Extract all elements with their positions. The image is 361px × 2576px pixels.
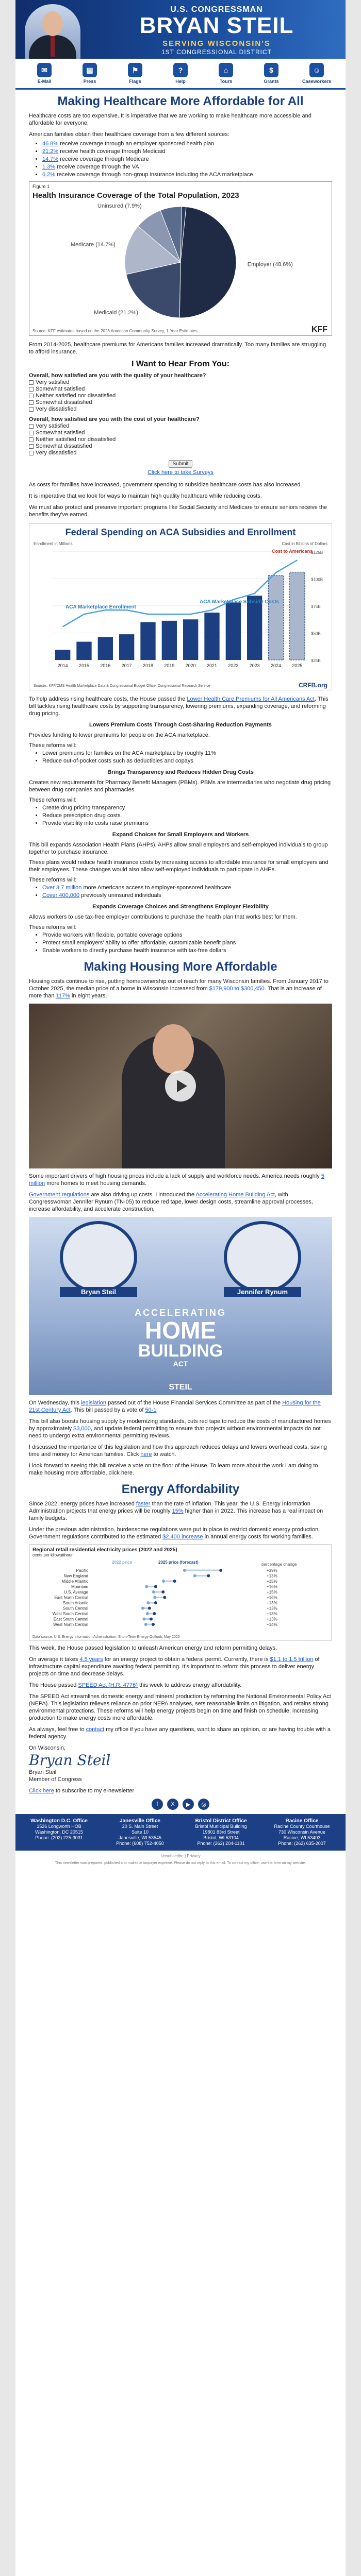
signer-role: Member of Congress bbox=[29, 1776, 82, 1783]
pie-label: Medicare (14.7%) bbox=[70, 241, 116, 248]
option-label: Somewhat dissatisfied bbox=[36, 443, 92, 449]
pie-label: Employer (48.6%) bbox=[247, 261, 293, 268]
surveys-link[interactable]: Click here to take Surveys bbox=[147, 469, 214, 476]
list-item: • 21.2% receive health coverage through Medicaid bbox=[42, 148, 332, 155]
price-2025-dot bbox=[153, 1612, 156, 1615]
poll-option[interactable] bbox=[29, 436, 332, 443]
electricity-chart-title: Regional retail residential electricity prices (2022 and 2025) bbox=[32, 1547, 177, 1553]
poll-option[interactable] bbox=[29, 399, 332, 406]
poll-option[interactable] bbox=[29, 443, 332, 450]
price-2022-dot bbox=[152, 1590, 155, 1594]
paragraph: Healthcare costs are too expensive. It is imperative that we are working to make healthcare more accessible and affordable for everyone. bbox=[29, 113, 311, 126]
reform-list bbox=[29, 750, 332, 765]
nav-item-flags[interactable] bbox=[119, 63, 152, 84]
list-item: • Reduce prescription drug costs bbox=[42, 812, 332, 819]
paragraph: The SPEED Act streamlines domestic energy and mineral production by reforming the National Environmental Policy Act (NEPA). This legislation relieves reliance on prior NEPA analyses, sets reasonable limits on litigation, and retains strong environmental protections. These reforms will help energy projects begin on time and finish on schedule, increasing production to make energy costs more affordable. bbox=[29, 1693, 331, 1721]
list-item: • 14.7% receive coverage through Medicare bbox=[42, 156, 332, 163]
office-line: 19801 83rd Street bbox=[202, 1829, 240, 1835]
x-tick-label: 2017 bbox=[121, 663, 132, 668]
paragraph: This bill also boosts housing supply by modernizing standards, cuts red tape to reduce the costs of manufactured homes by approximately $3,000, and update federal permitting to ensure that projects without environmental impacts do not need to undergo extra environmental permitting reviews. bbox=[29, 1418, 331, 1439]
figure-label: Figure 1 bbox=[32, 184, 50, 189]
aca-spending-card bbox=[29, 523, 332, 690]
aca-bar bbox=[183, 619, 198, 660]
region-label: Mountain bbox=[71, 1584, 88, 1589]
reform-list bbox=[29, 884, 332, 899]
pie-source: Source: KFF estimates based on the 2023 American Community Survey, 1-Year Estimates. bbox=[32, 329, 199, 333]
y-tick-label: $75B bbox=[311, 604, 321, 609]
capitol-icon: ⌂ bbox=[219, 63, 233, 77]
paragraph: Creates new requirements for Pharmacy Benefit Managers (PBMs). PBMs are intermediaries who negotiate drug pricing between drug companies and pharmacies. bbox=[29, 779, 331, 793]
option-label: Very dissatisfied bbox=[36, 450, 77, 456]
radio-button[interactable] bbox=[29, 387, 34, 392]
y-tick-label: $25B bbox=[311, 658, 321, 663]
paragraph: These reforms will: bbox=[29, 877, 77, 883]
play-icon[interactable] bbox=[165, 1071, 196, 1101]
paragraph: Since 2022, energy prices have increased faster than the rate of inflation. This year, the U.S. Energy Information Administration projects that energy prices will be roughly 15% higher than in 2022. This increase has a real impact on family budgets. bbox=[29, 1501, 323, 1521]
subsidy-label: ACA Marketplace Subsidy Costs bbox=[200, 599, 280, 605]
price-2025-dot bbox=[150, 1618, 153, 1621]
regulations-link[interactable]: Government regulations bbox=[29, 1192, 90, 1198]
region-label: New England bbox=[63, 1573, 88, 1579]
paragraph: Under the previous administration, burdensome regulations were put in place to restrict domestic energy production. Government regulations contributed to the estimated $2,400 increase in annual energy costs for working families. bbox=[29, 1527, 320, 1540]
paragraph: We must also protect and preserve important programs like Social Security and Medicare to ensure seniors receive the benefits they've earned. bbox=[29, 504, 327, 518]
subheading: Brings Transparency and Reduces Hidden Drug Costs bbox=[107, 769, 254, 775]
promo-name-rynum: Jennifer Rynum bbox=[224, 1287, 301, 1297]
paragraph: Some important drivers of high housing prices include a lack of supply and workforce needs. America needs roughly 5 million more homes to meet housing demands. bbox=[29, 1173, 324, 1187]
faster-link[interactable]: faster bbox=[136, 1501, 151, 1507]
envelope-icon: ✉ bbox=[37, 63, 52, 77]
radio-button[interactable] bbox=[29, 437, 34, 442]
aca-source: Sources: KFF/CMS Health Marketplace Data & Congressional Budget Office; Congressional Research Service bbox=[34, 684, 210, 688]
nav-bar bbox=[15, 59, 346, 90]
electricity-bar-chart bbox=[29, 1558, 332, 1636]
price-2022-dot bbox=[144, 1623, 147, 1626]
paragraph: As costs for families have increased, government spending to subsidize healthcare costs has also increased. bbox=[29, 482, 302, 488]
price-2022-dot bbox=[141, 1607, 144, 1610]
paragraph: I discussed the importance of this legislation and how this approach reduces delays and lowers overhead costs, saving time and money for American families. Click here to watch. bbox=[29, 1444, 327, 1458]
contact-link[interactable]: contact bbox=[86, 1726, 105, 1733]
aca-bar bbox=[204, 613, 219, 660]
price-2025-dot bbox=[173, 1580, 176, 1583]
price-2022-dot bbox=[193, 1574, 196, 1578]
region-label: West North Central bbox=[53, 1622, 88, 1627]
region-label: East South Central bbox=[53, 1617, 88, 1622]
facebook-icon[interactable]: f bbox=[152, 1799, 163, 1810]
section-title-energy: Energy Affordability bbox=[121, 1482, 240, 1496]
disclaimer: This newsletter was prepared, published and mailed at taxpayer expense. Please do not reply to this email. To contact my office, use the form on my website. bbox=[55, 1861, 306, 1865]
crfb-logo: CRFB.org bbox=[299, 682, 327, 689]
office-name: Washington D.C. Office bbox=[30, 1818, 88, 1824]
subscribe-link[interactable]: Click here bbox=[29, 1788, 54, 1794]
aca-bar bbox=[247, 596, 262, 660]
nav-item-e-mail[interactable] bbox=[28, 63, 61, 84]
option-label: Neither satisfied nor dissatisfied bbox=[36, 436, 116, 443]
x-tick-label: 2015 bbox=[78, 663, 90, 668]
office-line: Bristol, WI 53104 bbox=[203, 1835, 239, 1840]
paragraph: This week, the House passed legislation to unleash American energy and reform permitting delays. bbox=[29, 1645, 277, 1651]
poll-option[interactable] bbox=[29, 386, 332, 393]
x-tick-label: 2023 bbox=[249, 663, 260, 668]
promo-name-steil: Bryan Steil bbox=[60, 1287, 137, 1297]
kff-logo: KFF bbox=[311, 325, 327, 334]
poll-option[interactable] bbox=[29, 450, 332, 456]
section-title-housing: Making Housing More Affordable bbox=[84, 960, 277, 974]
x-tick-label: 2024 bbox=[270, 663, 282, 668]
price-2022-dot bbox=[183, 1569, 186, 1572]
aca-bar bbox=[290, 572, 305, 660]
nav-item-grants[interactable] bbox=[255, 63, 288, 84]
grant-icon: $ bbox=[264, 63, 278, 77]
percent-change: +16% bbox=[267, 1584, 277, 1589]
subheading: Expands Coverage Choices and Strengthens Employer Flexibility bbox=[92, 904, 269, 910]
aca-bar bbox=[226, 602, 241, 660]
aca-bar bbox=[55, 650, 70, 660]
paragraph: Click here to subscribe to my e-newsletter bbox=[29, 1788, 135, 1794]
office-line: 1526 Longworth HOB bbox=[37, 1824, 81, 1829]
home-building-promo bbox=[29, 1217, 332, 1395]
list-item: • 6.2% receive coverage through non-group insurance including the ACA marketplace bbox=[42, 171, 332, 178]
social-links bbox=[29, 1794, 332, 1814]
price-2022-dot bbox=[146, 1601, 150, 1604]
price-2022-dot bbox=[146, 1612, 149, 1615]
coverage-pie-chart bbox=[29, 202, 332, 322]
paragraph: American families obtain their healthcare coverage from a few different sources: bbox=[29, 131, 229, 138]
aca-bar bbox=[76, 642, 91, 660]
option-label: Very dissatisfied bbox=[36, 406, 77, 412]
paragraph: To help address rising healthcare costs, the House passed the Lower Health Care Premiums for All Americans Act. This bill tackles rising healthcare costs by supporting transparency, lowering premiums, expanding coverage, and reforming drug pricing. bbox=[29, 696, 329, 717]
poll-option[interactable] bbox=[29, 406, 332, 413]
x-tick-label: 2016 bbox=[100, 663, 111, 668]
housing-video[interactable] bbox=[29, 1004, 332, 1168]
congressman-photo bbox=[25, 4, 80, 59]
instagram-icon[interactable]: ◎ bbox=[198, 1799, 209, 1810]
poll-question-2: Overall, how satisfied are you with the cost of your healthcare? bbox=[29, 416, 200, 422]
paragraph: These reforms will: bbox=[29, 797, 77, 803]
region-label: South Central bbox=[63, 1606, 88, 1611]
y-tick-label: $100B bbox=[311, 577, 323, 582]
newspaper-icon: ▤ bbox=[83, 63, 97, 77]
subheading: Expand Choices for Small Employers and Workers bbox=[112, 832, 249, 838]
radio-button[interactable] bbox=[29, 431, 34, 435]
aca-bar bbox=[162, 621, 177, 660]
home-building-act-link[interactable]: Accelerating Home Building Act bbox=[195, 1192, 275, 1198]
promo-line: ACCELERATING bbox=[135, 1308, 226, 1318]
price-2025-dot bbox=[154, 1601, 157, 1604]
region-label: West South Central bbox=[52, 1612, 88, 1616]
option-label: Somewhat satisfied bbox=[36, 386, 85, 392]
electricity-price-card bbox=[29, 1545, 332, 1640]
office-name: Bristol District Office bbox=[195, 1818, 247, 1824]
list-item: • 1.3% receive coverage through the VA bbox=[42, 163, 332, 171]
nav-item-caseworkers[interactable] bbox=[300, 63, 333, 84]
office-line: 730 Wisconsin Avenue bbox=[278, 1829, 325, 1835]
pie-label: Uninsured (7.9%) bbox=[97, 203, 142, 210]
percent-change: +13% bbox=[267, 1617, 277, 1622]
option-label: Somewhat dissatisfied bbox=[36, 399, 92, 405]
list-item: • Reduce out-of-pocket costs such as deductibles and copays bbox=[42, 757, 332, 765]
percent-change: +15% bbox=[267, 1590, 277, 1595]
x-tick-label: 2019 bbox=[164, 663, 175, 668]
list-item: • Create drug pricing transparency bbox=[42, 804, 332, 811]
steil-logo: STEIL bbox=[169, 1383, 192, 1392]
paragraph: Provides funding to lower premiums for people on the ACA marketplace. bbox=[29, 732, 210, 738]
region-label: East North Central bbox=[54, 1595, 88, 1600]
price-2022-dot bbox=[162, 1580, 165, 1583]
aca-bar bbox=[119, 634, 134, 660]
percent-change: +14% bbox=[267, 1622, 277, 1627]
nav-label: Flags bbox=[129, 79, 141, 84]
office-block bbox=[180, 1818, 261, 1846]
percent-change: +16% bbox=[267, 1595, 277, 1600]
paragraph: On average it takes 4.5 years for an energy project to obtain a federal permit. Currently, there is $1.1 to 1.5 trillion of infrastructure capital expenditure awaiting federal permitting. It's important to reform this process to deliver energy projects on time and decrease delays. bbox=[29, 1656, 320, 1677]
help-icon: ? bbox=[173, 63, 188, 77]
newsletter bbox=[15, 0, 346, 2576]
poll-option[interactable] bbox=[29, 393, 332, 399]
footer-offices bbox=[15, 1814, 346, 1851]
list-item: • Provide visibility into costs raise premiums bbox=[42, 820, 332, 827]
poll-option[interactable] bbox=[29, 423, 332, 430]
paragraph: These reforms will: bbox=[29, 924, 77, 930]
price-2022-dot bbox=[145, 1585, 148, 1588]
header-serving: SERVING WISCONSIN'S bbox=[162, 39, 271, 48]
region-label: U.S. Average bbox=[64, 1590, 88, 1595]
aca-bar bbox=[268, 575, 283, 660]
office-block bbox=[19, 1818, 100, 1846]
youtube-icon[interactable]: ▶ bbox=[183, 1799, 194, 1810]
cost-annotation: Cost to Americans bbox=[272, 549, 313, 554]
price-2022-dot bbox=[142, 1618, 145, 1621]
office-name: Racine Office bbox=[285, 1818, 319, 1824]
cost-axis-label: Cost in Billions of Dollars bbox=[282, 541, 327, 546]
signer-name: Bryan Steil bbox=[29, 1769, 57, 1775]
percent-change: +13% bbox=[267, 1612, 277, 1616]
poll-title: I Want to Hear From You: bbox=[132, 360, 229, 368]
region-label: Pacific bbox=[76, 1568, 88, 1573]
electricity-chart-subtitle: cents per kilowatthour bbox=[32, 1553, 73, 1557]
poll-option[interactable] bbox=[29, 430, 332, 436]
paragraph: This bill expands Association Health Plans (AHPs). AHPs allow small employers and self-employed individuals to group together to purchase insurance. bbox=[29, 842, 328, 855]
paragraph: As always, feel free to contact my office if you have any questions, want to share an opinion, or are having trouble with a federal agency. bbox=[29, 1726, 331, 1740]
section-title-healthcare: Making Healthcare More Affordable for All bbox=[57, 94, 304, 108]
price-2025-dot bbox=[161, 1590, 165, 1594]
price-2022-dot bbox=[153, 1596, 156, 1599]
nav-label: Caseworkers bbox=[302, 79, 332, 84]
option-label: Somewhat satisfied bbox=[36, 430, 85, 436]
speed-act-link[interactable]: SPEED Act (H.R. 4776) bbox=[78, 1682, 138, 1688]
x-tick-label: 2014 bbox=[57, 663, 68, 668]
option-label: Neither satisfied nor dissatisfied bbox=[36, 393, 116, 399]
subheading: Lowers Premium Costs Through Cost-Sharing Reduction Payments bbox=[89, 722, 272, 728]
healthcare-poll bbox=[29, 360, 332, 476]
region-label: South Atlantic bbox=[63, 1601, 88, 1605]
price-2025-dot bbox=[207, 1574, 210, 1578]
office-line: Racine, WI 53403 bbox=[283, 1835, 321, 1840]
percent-change: +15% bbox=[267, 1579, 277, 1584]
header-name: BRYAN STEIL bbox=[139, 13, 294, 38]
submit-button[interactable]: Submit bbox=[169, 460, 192, 468]
radio-button[interactable] bbox=[29, 451, 34, 455]
nav-item-tours[interactable] bbox=[209, 63, 242, 84]
office-line: Washington, DC 20515 bbox=[35, 1829, 83, 1835]
paragraph: These plans would reduce health insurance costs by increasing access to affordable insurance for small employers and their employees. These changes would also allow self-employed individuals to participate in AHPs. bbox=[29, 859, 329, 873]
office-line: Phone: (262) 204-1101 bbox=[197, 1841, 245, 1846]
aca-bar-chart bbox=[29, 547, 332, 675]
paragraph: Housing costs continue to rise, putting homeownership out of reach for many Wisconsin families. From January 2017 to October 2025, the median price of a home in Wisconsin increased from $179,900 to $300,450. That is an increase of more than 117% in eight years. bbox=[29, 978, 329, 999]
nav-item-help[interactable] bbox=[164, 63, 197, 84]
price-2025-dot bbox=[219, 1569, 222, 1572]
poll-option[interactable] bbox=[29, 379, 332, 386]
paragraph: I look forward to seeing this bill receive a vote on the floor of the House. To learn more about the work I am doing to make housing more affordable, click here. bbox=[29, 1463, 318, 1476]
price-2025-dot bbox=[163, 1596, 166, 1599]
header-district: 1ST CONGRESSIONAL DISTRICT bbox=[161, 48, 272, 56]
radio-button[interactable] bbox=[29, 424, 34, 429]
office-line: Phone: (262) 635-2007 bbox=[278, 1841, 326, 1846]
office-block bbox=[100, 1818, 180, 1846]
x-tick-label: 2021 bbox=[206, 663, 218, 668]
aca-bar bbox=[140, 622, 155, 660]
nav-label: Help bbox=[175, 79, 186, 84]
price-2025-dot bbox=[154, 1585, 157, 1588]
watch-here-link[interactable]: here bbox=[140, 1451, 152, 1458]
list-item: • Lower premiums for families on the ACA marketplace by roughly 11% bbox=[42, 750, 332, 757]
list-item: • Enable workers to directly purchase health insurance with tax-free dollars bbox=[42, 947, 332, 954]
nav-item-press[interactable] bbox=[73, 63, 106, 84]
paragraph: The House passed SPEED Act (H.R. 4776) this week to address energy affordability. bbox=[29, 1682, 242, 1688]
office-line: 20 S. Main Street bbox=[122, 1824, 158, 1829]
office-line: Suite 10 bbox=[131, 1829, 149, 1835]
list-item: • Over 3.7 million more Americans access to employer-sponsored healthcare bbox=[42, 884, 332, 891]
radio-button[interactable] bbox=[29, 400, 34, 405]
legend-2025: 2025 price (forecast) bbox=[158, 1560, 199, 1565]
reform-list bbox=[29, 804, 332, 827]
legend-change: percentage change bbox=[261, 1562, 297, 1567]
paragraph: On Wednesday, this legislation passed out of the House Financial Services Committee as part of the Housing for the 21st Century Act. This bill passed by a vote of 50-1 bbox=[29, 1400, 321, 1413]
pie-title: Health Insurance Coverage of the Total Population, 2023 bbox=[32, 191, 239, 200]
paragraph: From 2014-2025, healthcare premiums for Americans families increased dramatically. Too many families are struggling to afford insurance. bbox=[29, 342, 326, 355]
region-label: Middle Atlantic bbox=[61, 1579, 88, 1584]
sign-off: On Wisconsin, bbox=[29, 1745, 65, 1751]
header-banner bbox=[15, 0, 346, 59]
list-item: • Protect small employers' ability to offer affordable, customizable benefit plans bbox=[42, 939, 332, 946]
unsubscribe-link[interactable]: Unsubscribe | Privacy bbox=[160, 1854, 201, 1858]
radio-button[interactable] bbox=[29, 394, 34, 398]
nav-label: Press bbox=[83, 79, 96, 84]
paragraph: It is imperative that we look for ways to maintain high quality healthcare while reducing costs. bbox=[29, 493, 262, 499]
header-title-line: U.S. CONGRESSMAN bbox=[170, 5, 263, 14]
price-2025-dot bbox=[148, 1607, 151, 1610]
reform-list bbox=[29, 931, 332, 954]
promo-line: ACT bbox=[173, 1360, 188, 1368]
radio-button[interactable] bbox=[29, 380, 34, 385]
pie-label: Medicaid (21.2%) bbox=[94, 309, 138, 316]
x-tick-label: 2025 bbox=[292, 663, 303, 668]
coverage-list bbox=[29, 140, 332, 178]
lower-premiums-act-link[interactable]: Lower Health Care Premiums for All Americans Act bbox=[187, 696, 315, 702]
electricity-source: Data source: U.S. Energy Information Administration, Short-Term Energy Outlook, May 2025 bbox=[32, 1635, 180, 1639]
flag-icon: ⚑ bbox=[128, 63, 142, 77]
office-line: Phone: (608) 752-4050 bbox=[116, 1841, 164, 1846]
x-icon[interactable]: X bbox=[167, 1799, 178, 1810]
percent-change: +39% bbox=[267, 1568, 277, 1573]
aca-chart-title: Federal Spending on ACA Subsidies and Enrollment bbox=[65, 527, 296, 537]
signature: Bryan Steil bbox=[29, 1752, 111, 1769]
x-tick-label: 2018 bbox=[142, 663, 154, 668]
housing-21st-century-link[interactable]: Housing for the 21st Century Act bbox=[29, 1400, 321, 1413]
nav-label: Tours bbox=[219, 79, 233, 84]
office-line: Racine County Courthouse bbox=[274, 1824, 330, 1829]
office-line: Bristol Municipal Building bbox=[195, 1824, 247, 1829]
legislation-link[interactable]: legislation bbox=[81, 1400, 107, 1406]
x-tick-label: 2022 bbox=[228, 663, 239, 668]
coverage-pie-card bbox=[29, 181, 332, 336]
people-icon: ☺ bbox=[309, 63, 324, 77]
percent-change: +13% bbox=[267, 1601, 277, 1605]
y-tick-label: $125B bbox=[311, 550, 323, 555]
promo-line: HOME bbox=[145, 1317, 216, 1344]
office-line: Phone: (202) 225-3031 bbox=[35, 1835, 83, 1840]
legend-2022: 2022 price bbox=[112, 1560, 133, 1565]
option-label: Very satisfied bbox=[36, 379, 70, 385]
price-2025-dot bbox=[152, 1623, 155, 1626]
radio-button[interactable] bbox=[29, 444, 34, 449]
x-tick-label: 2020 bbox=[185, 663, 196, 668]
paragraph: Government regulations are also driving up costs. I introduced the Accelerating Home Building Act, with Congresswoman Jennifer Rynum (TN-05) to reduce red tape, lower design costs, streamline approval processes, increase affordability, and accelerate construction. bbox=[29, 1192, 313, 1212]
nav-label: Grants bbox=[264, 79, 279, 84]
enrollment-axis-label: Enrollment in Millions bbox=[34, 541, 73, 546]
poll-question-1: Overall, how satisfied are you with the quality of your healthcare? bbox=[29, 372, 206, 379]
paragraph: These reforms will: bbox=[29, 742, 77, 749]
paragraph: Allows workers to use tax-free employer contributions to purchase the health plan that works best for them. bbox=[29, 914, 297, 920]
office-line: Janesville, WI 53545 bbox=[118, 1835, 162, 1840]
enrollment-label: ACA Marketplace Enrollment bbox=[65, 604, 136, 610]
office-name: Janesville Office bbox=[120, 1818, 160, 1824]
office-block bbox=[261, 1818, 342, 1846]
list-item: • Cover 400,000 previously uninsured individuals bbox=[42, 892, 332, 899]
y-tick-label: $50B bbox=[311, 631, 321, 636]
percent-change: +13% bbox=[267, 1606, 277, 1611]
list-item: • 46.8% receive coverage through an employer sponsored health plan bbox=[42, 140, 332, 147]
promo-line: BUILDING bbox=[138, 1341, 223, 1361]
list-item: • Provide workers with flexible, portable coverage options bbox=[42, 931, 332, 939]
radio-button[interactable] bbox=[29, 407, 34, 412]
pie-slice-employer bbox=[179, 207, 236, 318]
percent-change: +13% bbox=[267, 1573, 277, 1579]
nav-label: E-Mail bbox=[37, 79, 52, 84]
option-label: Very satisfied bbox=[36, 423, 70, 429]
aca-bar bbox=[98, 637, 113, 660]
